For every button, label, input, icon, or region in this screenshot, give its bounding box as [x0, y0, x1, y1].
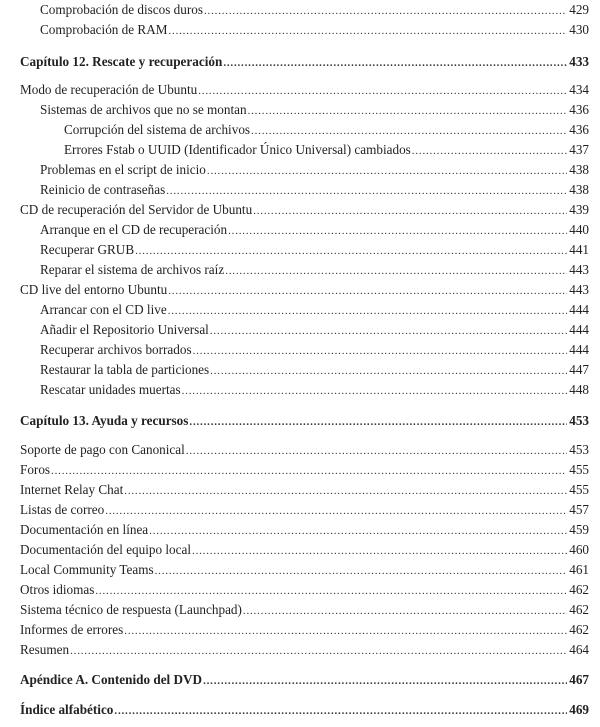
page-number: 455 [569, 482, 589, 497]
toc-entry [0, 0, 600, 20]
dot-leader [182, 381, 568, 401]
dot-leader [155, 561, 568, 581]
toc-entry [0, 120, 600, 140]
entry-title: Reinicio de contraseñas [40, 182, 166, 197]
dot-leader [193, 341, 568, 361]
dot-leader [168, 301, 568, 321]
page-number: 462 [569, 602, 589, 617]
entry-title: Otros idiomas [20, 582, 95, 597]
page-number: 459 [569, 522, 589, 537]
entry-title: Documentación en línea [20, 522, 149, 537]
dot-leader [105, 501, 567, 521]
entry-title: Foros [20, 462, 51, 477]
dot-leader [124, 481, 567, 501]
page-number: 430 [569, 22, 589, 37]
dot-leader [248, 101, 568, 121]
toc-entry [0, 160, 600, 180]
toc-entry [0, 240, 600, 260]
entry-title: Internet Relay Chat [20, 482, 124, 497]
toc-entry [0, 520, 600, 540]
page-number: 467 [569, 672, 589, 687]
page-number: 444 [569, 342, 589, 357]
toc-entry [0, 300, 600, 320]
toc-entry [0, 80, 600, 100]
toc-appendix-a [0, 670, 600, 690]
dot-leader [204, 1, 567, 21]
entry-title: Sistema técnico de respuesta (Launchpad) [20, 602, 242, 617]
entry-title: Rescatar unidades muertas [40, 382, 181, 397]
page-number: 440 [569, 222, 589, 237]
entry-title: Documentación del equipo local [20, 542, 192, 557]
entry-title: Resumen [20, 642, 70, 657]
entry-title: CD live del entorno Ubuntu [20, 282, 168, 297]
dot-leader [251, 121, 567, 141]
dot-leader [228, 221, 567, 241]
page-number: 438 [569, 162, 589, 177]
dot-leader [223, 53, 567, 73]
toc-entry [0, 480, 600, 500]
page-number: 461 [569, 562, 589, 577]
page-number: 434 [569, 82, 589, 97]
toc-chapter-13 [0, 411, 600, 431]
page-number: 443 [569, 282, 589, 297]
page-number: 447 [569, 362, 589, 377]
page-number: 464 [569, 642, 589, 657]
dot-leader [243, 601, 567, 621]
entry-title: Recuperar archivos borrados [40, 342, 192, 357]
entry-title: Arrancar con el CD live [40, 302, 167, 317]
entry-title: Soporte de pago con Canonical [20, 442, 185, 457]
page-number: 457 [569, 502, 589, 517]
entry-title: Local Community Teams [20, 562, 154, 577]
toc-entry [0, 320, 600, 340]
dot-leader [253, 201, 567, 221]
toc-entry [0, 360, 600, 380]
toc-entry [0, 260, 600, 280]
chapter-title: Capítulo 12. Rescate y recuperación [20, 54, 223, 69]
toc-entry [0, 600, 600, 620]
entry-title: CD de recuperación del Servidor de Ubuntu [20, 202, 253, 217]
page-number: 444 [569, 302, 589, 317]
entry-title: Comprobación de RAM [40, 22, 168, 37]
dot-leader [124, 621, 567, 641]
dot-leader [51, 461, 565, 481]
page-number: 437 [569, 142, 589, 157]
dot-leader [189, 412, 567, 432]
page-number: 444 [569, 322, 589, 337]
entry-title: Restaurar la tabla de particiones [40, 362, 210, 377]
toc-entry [0, 180, 600, 200]
page-number: 448 [569, 382, 589, 397]
page-number: 436 [569, 102, 589, 117]
entry-title: Modo de recuperación de Ubuntu [20, 82, 198, 97]
page-number: 436 [569, 122, 589, 137]
dot-leader [168, 281, 567, 301]
dot-leader [192, 541, 567, 561]
toc-entry [0, 280, 600, 300]
page-number: 433 [569, 54, 589, 69]
toc-entry [0, 640, 600, 660]
dot-leader [168, 21, 567, 41]
entry-title: Sistemas de archivos que no se montan [40, 102, 247, 117]
toc-entry [0, 380, 600, 400]
toc-entry [0, 200, 600, 220]
toc-entry [0, 20, 600, 40]
entry-title: Añadir el Repositorio Universal [40, 322, 209, 337]
chapter-title: Índice alfabético [20, 702, 114, 717]
dot-leader [210, 321, 567, 341]
dot-leader [135, 241, 567, 261]
entry-title: Problemas en el script de inicio [40, 162, 206, 177]
page-number: 429 [569, 2, 589, 17]
entry-title: Recuperar GRUB [40, 242, 135, 257]
toc-entry [0, 500, 600, 520]
dot-leader [203, 671, 567, 691]
dot-leader [412, 141, 567, 161]
dot-leader [186, 441, 567, 461]
entry-title: Corrupción del sistema de archivos [64, 122, 251, 137]
dot-leader [198, 81, 567, 101]
dot-leader [149, 521, 567, 541]
entry-title: Errores Fstab o UUID (Identificador Único Universal) cambiados [64, 142, 411, 157]
toc-entry [0, 100, 600, 120]
chapter-title: Apéndice A. Contenido del DVD [20, 672, 203, 687]
chapter-title: Capítulo 13. Ayuda y recursos [20, 413, 189, 428]
toc-index [0, 700, 600, 720]
entry-title: Reparar el sistema de archivos raíz [40, 262, 225, 277]
toc-entry [0, 540, 600, 560]
page-number: 438 [569, 182, 589, 197]
page-number: 469 [569, 702, 589, 717]
dot-leader [210, 361, 567, 381]
toc-chapter-12 [0, 52, 600, 72]
toc-entry [0, 580, 600, 600]
toc-entry [0, 440, 600, 460]
page-number: 443 [569, 262, 589, 277]
entry-title: Arranque en el CD de recuperación [40, 222, 228, 237]
entry-title: Informes de errores [20, 622, 124, 637]
page-number: 439 [569, 202, 589, 217]
dot-leader [95, 581, 567, 601]
page-number: 453 [569, 413, 589, 428]
toc-entry [0, 560, 600, 580]
page-number: 462 [569, 582, 589, 597]
dot-leader [225, 261, 567, 281]
page-number: 460 [569, 542, 589, 557]
toc-entry [0, 220, 600, 240]
toc-entry [0, 340, 600, 360]
entry-title: Comprobación de discos duros [40, 2, 203, 17]
toc-entry [0, 460, 600, 480]
page-number: 453 [569, 442, 589, 457]
toc-entry [0, 140, 600, 160]
dot-leader [70, 641, 566, 661]
page-number: 441 [569, 242, 589, 257]
toc-entry [0, 620, 600, 640]
dot-leader [114, 701, 567, 721]
dot-leader [207, 161, 567, 181]
page-number: 455 [569, 462, 589, 477]
page-number: 462 [569, 622, 589, 637]
dot-leader [166, 181, 567, 201]
entry-title: Listas de correo [20, 502, 105, 517]
